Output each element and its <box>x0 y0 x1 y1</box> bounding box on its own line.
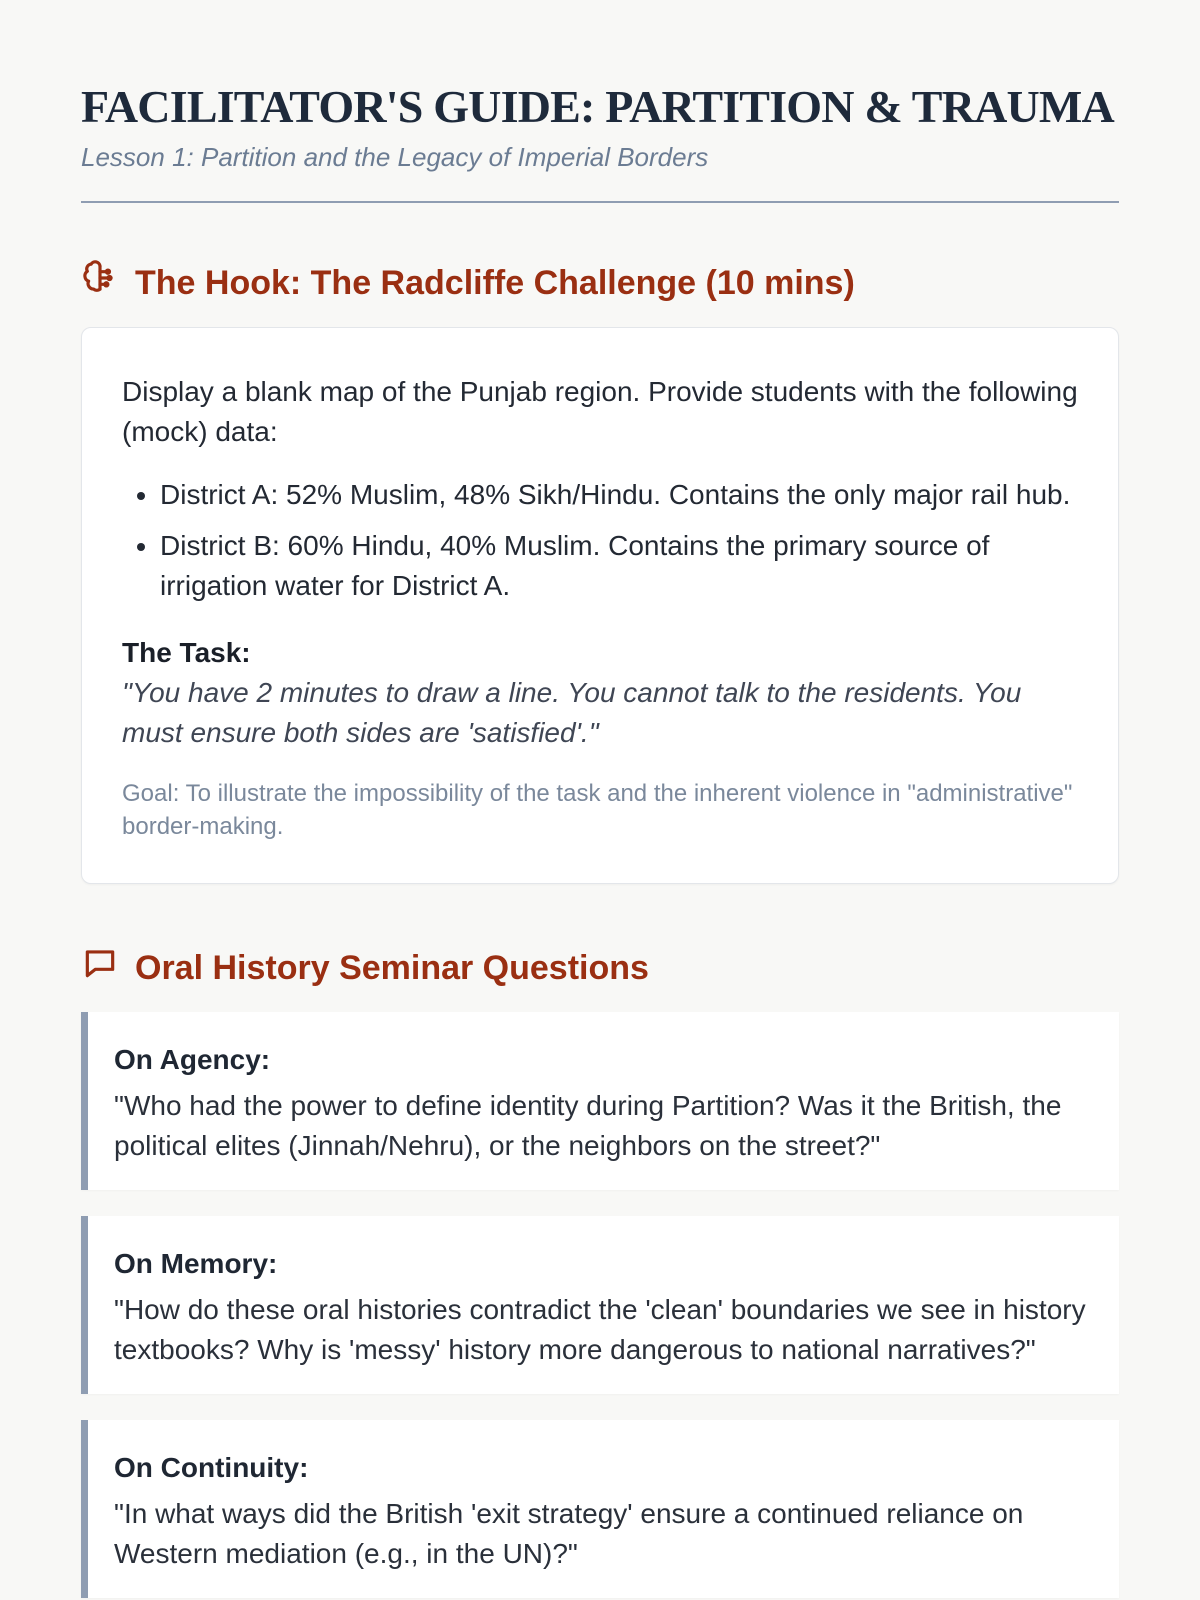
hook-card <box>81 327 1119 884</box>
brain-icon <box>81 259 119 307</box>
question-label: On Memory: <box>114 1247 278 1279</box>
header-divider <box>81 201 1119 203</box>
question-card-agency <box>81 1012 1119 1190</box>
list-item: • District A: 52% Muslim, 48% Sikh/Hindu. Contains the only major rail hub. <box>160 475 1078 515</box>
page-title: FACILITATOR'S GUIDE: PARTITION & TRAUMA <box>81 81 1114 132</box>
question-card-memory <box>81 1216 1119 1394</box>
question-label: On Continuity: <box>114 1451 309 1483</box>
question-label: On Agency: <box>114 1043 271 1075</box>
question-text: "Who had the power to define identity during Partition? Was it the British, the political elites (Jinnah/Nehru), or the neighbors on the street?" <box>114 1090 1062 1162</box>
page-subtitle: Lesson 1: Partition and the Legacy of Imperial Borders <box>81 141 709 172</box>
speech-bubble-icon <box>81 944 119 992</box>
question-card-continuity <box>81 1420 1119 1598</box>
goal-text: Goal: To illustrate the impossibility of the task and the inherent violence in "administrative" border-making. <box>122 779 1073 841</box>
question-text: "In what ways did the British 'exit strategy' ensure a continued reliance on Western mediation (e.g., in the UN)?" <box>114 1498 1024 1569</box>
seminar-heading-text: Oral History Seminar Questions <box>135 948 649 987</box>
hook-heading-text: The Hook: The Radcliffe Challenge (10 mins) <box>135 263 855 302</box>
hook-intro: Display a blank map of the Punjab region. Provide students with the following (mock) data: <box>122 375 1078 447</box>
task-quote: "You have 2 minutes to draw a line. You cannot talk to the residents. You must ensure both sides are 'satisfied'." <box>122 677 1022 749</box>
list-item: • District B: 60% Hindu, 40% Muslim. Contains the primary source of irrigation water for District A. <box>160 526 1078 606</box>
question-text: "How do these oral histories contradict the 'clean' boundaries we see in history textbooks? Why is 'messy' history more dangerous to national narratives?" <box>114 1294 1086 1365</box>
task-label: The Task: <box>122 636 251 668</box>
hook-bullet-list <box>122 475 1078 605</box>
hook-section-heading <box>81 259 1119 307</box>
seminar-section-heading <box>81 944 1119 992</box>
